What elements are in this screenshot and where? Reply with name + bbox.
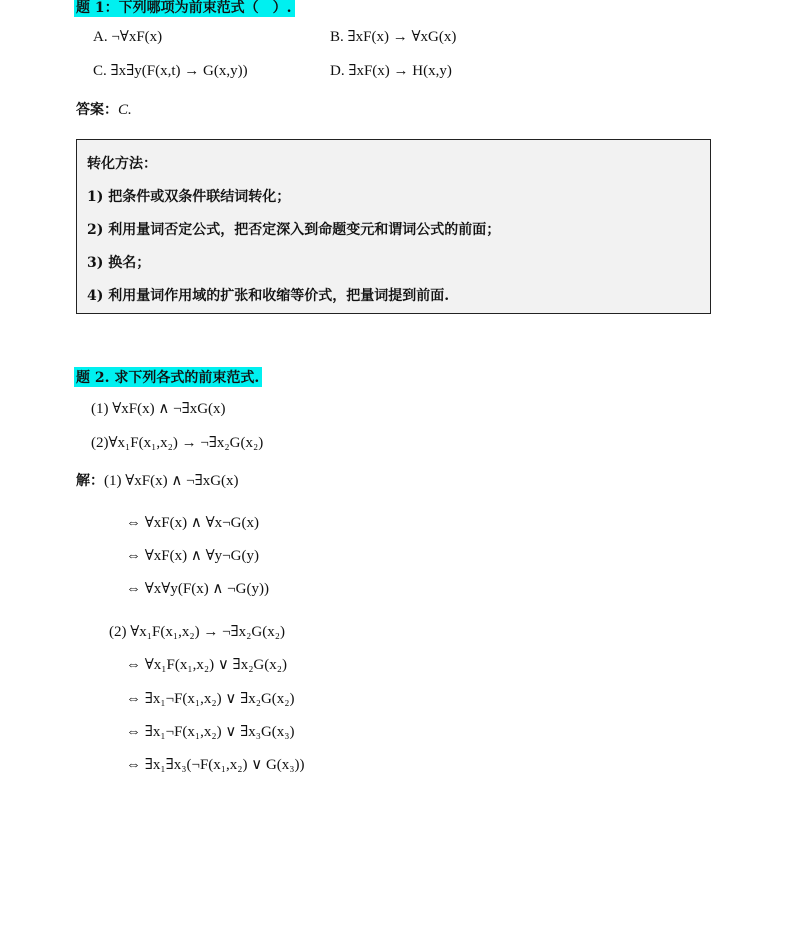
method-box [76,139,711,314]
question-2-item-2: (2)∀x₁F(x₁,x₂) → ¬∃x₂G(x₂) [91,435,264,451]
solution-label: 解： [76,473,104,489]
option-a: A. ¬∀xF(x) [93,29,163,45]
question-1-title: 题 1：下列哪项为前束范式（ ）. [74,0,295,17]
answer-row [76,99,132,119]
solution-part-1-step-3: ⇔ ∀x∀y(F(x) ∧ ¬G(y)) [126,581,269,597]
method-title: 转化方法： [87,156,157,172]
option-b: B. ∃xF(x) → ∀xG(x) [330,29,457,45]
solution-part-2-step-4: ⇔ ∃x₁∃x₃(¬F(x₁,x₂) ∨ G(x₃)) [126,757,305,773]
method-step-3: 3) 换名； [87,255,151,271]
solution-part-1-step-1: ⇔ ∀xF(x) ∧ ∀x¬G(x) [126,515,259,531]
answer-label: 答案： [76,102,118,118]
solution-part-2-step-3: ⇔ ∃x₁¬F(x₁,x₂) ∨ ∃x₃G(x₃) [126,724,295,740]
solution-part-1-step-2: ⇔ ∀xF(x) ∧ ∀y¬G(y) [126,548,259,564]
answer-value: C. [118,102,132,118]
solution-part-2-step-2: ⇔ ∃x₁¬F(x₁,x₂) ∨ ∃x₂G(x₂) [126,691,295,707]
solution-part-1-head: (1) ∀xF(x) ∧ ¬∃xG(x) [104,473,239,489]
solution-part-2-step-1: ⇔ ∀x₁F(x₁,x₂) ∨ ∃x₂G(x₂) [126,657,287,673]
question-2-title: 题 2. 求下列各式的前束范式. [74,367,262,387]
method-step-4: 4) 利用量词作用域的扩张和收缩等价式，把量词提到前面. [87,288,450,304]
solution-part-2-head: (2) ∀x₁F(x₁,x₂) → ¬∃x₂G(x₂) [109,624,285,640]
solution-head [76,470,239,490]
option-c: C. ∃x∃y(F(x,t) → G(x,y)) [93,63,248,79]
option-d: D. ∃xF(x) → H(x,y) [330,63,452,79]
method-step-2: 2) 利用量词否定公式，把否定深入到命题变元和谓词公式的前面； [87,222,501,238]
method-step-1: 1) 把条件或双条件联结词转化； [87,189,291,205]
question-2-item-1: (1) ∀xF(x) ∧ ¬∃xG(x) [91,401,226,417]
